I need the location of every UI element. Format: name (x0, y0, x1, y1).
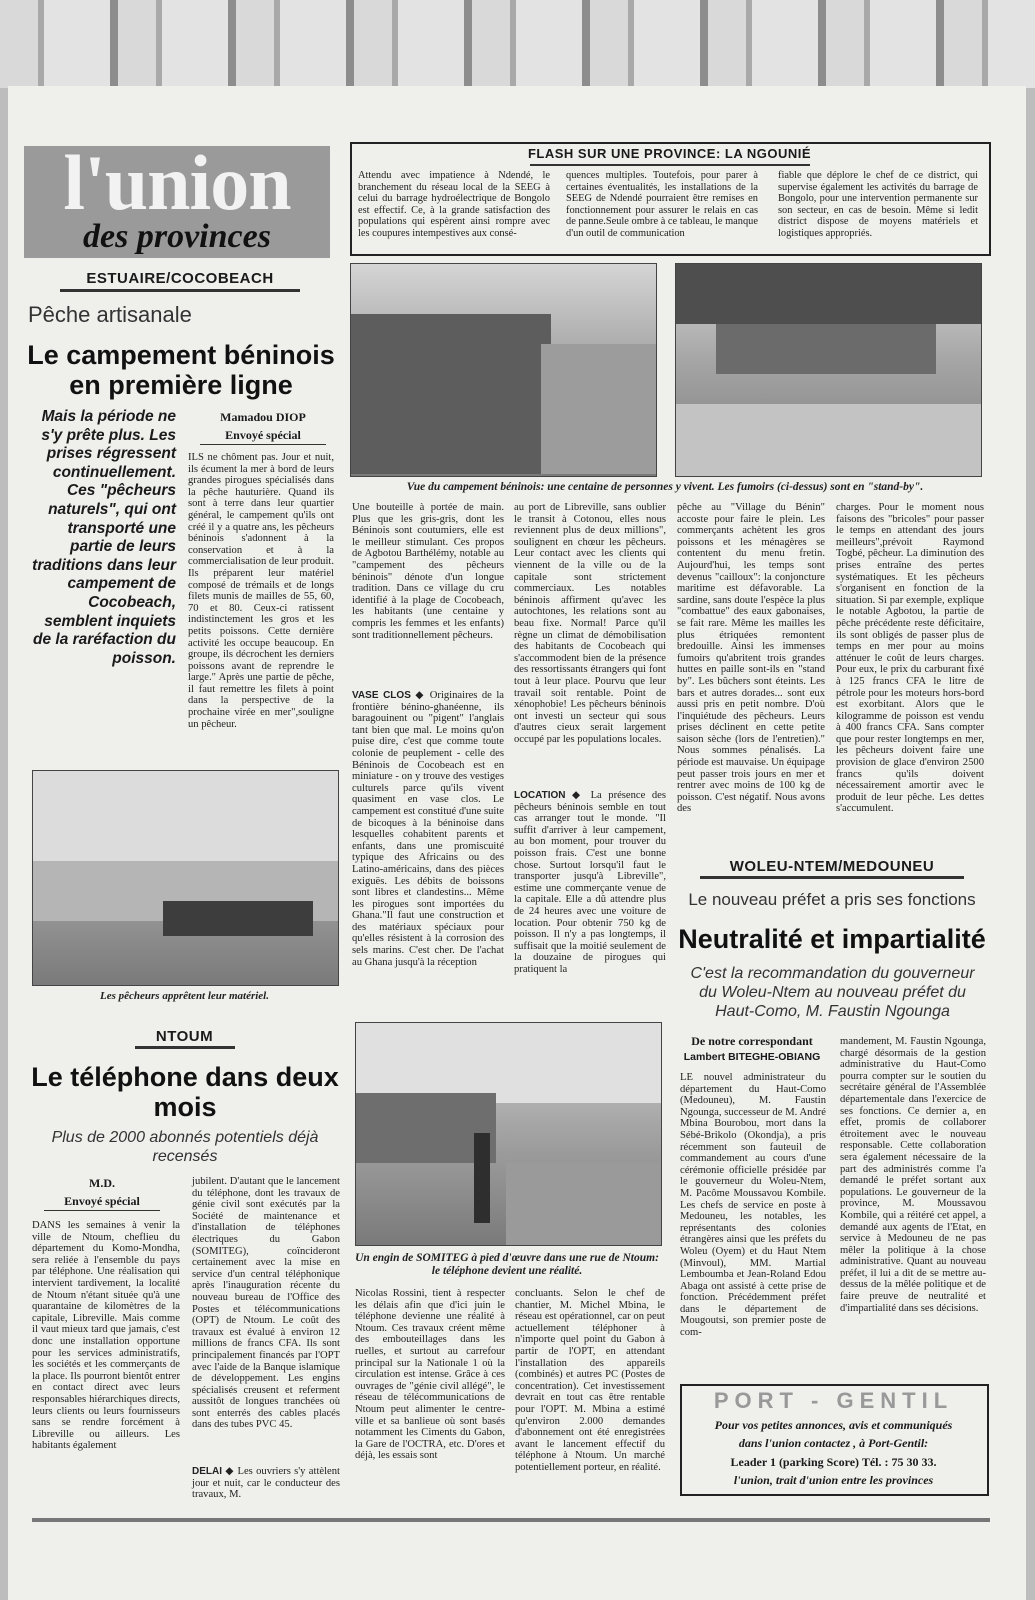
estuaire-col-5: charges. Pour le moment nous faisons des "bricoles" pour passer le temps en attendant des jours meilleurs",prévoit Raymond Togbé, pêcheur. La diminution des prises entraîne des pertes systématiques. Et les pêcheurs s'organisent en fonction de la situation. Si par exemple, explique le notable Agbotou, la partie de pêche précédente reste déficitaire, ils sont obligés de passer plus de temps en mer pour au moins atténuer le coût de leurs charges. Pour eux, le prix du carburant fixé à 125 francs CFA le litre de pétrole pour les moteurs hors-bord est exorbitant. Alors que le kilogramme de poisson est vendu à 400 francs CFA. Sans compter que pour rester longtemps en mer, les pêcheurs doivent faire une provision de glace d'environ 2500 francs qu'ils doivent nécessairement amortir avec le produit de leur pêche. Les dettes s'accumulent. (836, 502, 984, 815)
ad-line-4: l'union, trait d'union entre les provinces (733, 1473, 934, 1487)
estuaire-rule (60, 289, 300, 292)
estuaire-byline-rule (200, 444, 326, 445)
ntoum-headline: Le téléphone dans deux mois (31, 1062, 339, 1122)
ntoum-standfirst: Plus de 2000 abonnés potentiels déjà recensés (51, 1129, 319, 1165)
flash-col-3: fiable que déplore le chef de ce district, qui supervise également les activités du barrage de Bongolo, pour une intervention permanente sur son secteur, en cas de besoin. Même si ledit district dispose de moyens matériels et logistiques appropriés. (778, 170, 978, 239)
woleu-col-1: LE nouvel administrateur du département du Haut-Como (Medouneu), M. Faustin Ngounga, successeur de M. André Mbina Bourobou, mort dans la Sébé-Brikolo (Okondja), a pris récemment son fauteuil de commandement au cours d'une cérémonie officielle présidée par le gouverneur du Woleu-Ntem, M. Pacôme Moussavou Kombile. Les chefs de service en poste à Medouneu, les notables, les représentants des colonies étrangères ainsi que les préfets du Woleu (Oyem) et du Haut Ntem (Minvoul), MM. Martial Lemboumba et Jean-Roland Edou Abaga ont assisté à cette prise de fonction. Précédemment préfet dans le département de Mougoutsi, son premier poste de com- (680, 1072, 826, 1339)
ad-line-1: Pour vos petites annonces, avis et communiqués (714, 1418, 953, 1432)
woleu-section-heading: WOLEU-NTEM/MEDOUNEU (729, 858, 935, 875)
estuaire-col-2a: Une bouteille à portée de main. Plus que les gris-gris, dont les Béninois sont coutumiers, elle est le meilleur stimulant. Ces propos de Agbotou Barthélémy, notable au "campement des pêcheurs béninois" dénote d'un longue tradition. Dans ce village du cru identifié à la plage de Cocobeach, les habitants (une centaine y compris les femmes et les enfants) sont traditionnellement pêcheurs. (352, 502, 504, 641)
woleu-col-2: mandement, M. Faustin Ngounga, chargé désormais de la gestion administrative du Haut-Como pourra compter sur le soutien du secrétaire général de l'Assemblée départementale dans l'exercice de ses fonctions. Ce dernier a, en effet, promis de collaborer étroitement avec le nouveau responsable. Cette collaboration sera également nécessaire de la part des administrés comme l'a demandé le préfet sortant aux populations. Le gouverneur de la province, M. Moussavou Kombile, qui a réitéré cet appel, a demandé aux agents de l'Etat, en service à Medouneu de ne pas mêler la politique à la chose administrative. Quant au nouveau préfet, il lui a dit de se mettre au-dessus de la mêlée politique et de faire preuve de neutralité et d'impartialité dans ses décisions. (840, 1036, 986, 1314)
woleu-kicker: Le nouveau préfet a pris ses fonctions (688, 890, 976, 909)
estuaire-col-3b-text: La présence des pêcheurs béninois semble en tout cas arranger tout le monde. "Il suffit d'arriver à leur campement, au bon moment, pour trouver du poisson frais. C'est une bonne chose. Surtout lorsqu'il faut le transporter jusqu'à Libreville", estime une commerçante venue de la capitale. Elle a dû attendre plus de 24 heures avec une voiture de location. Pour obtenir 750 kg de poisson. Il n'y a pas longtemps, il suffisait que la moitié seulement de la douzaine de pirogues qui pratiquent la (514, 790, 666, 975)
ntoum-section-heading: NTOUM (155, 1028, 214, 1045)
scan-background-top (0, 0, 1035, 88)
vase-clos-runin: VASE CLOS (352, 690, 411, 701)
woleu-rule (700, 876, 964, 879)
flash-col-1: Attendu avec impatience à Ndendé, le branchement du réseau local de la SEEG à celui du barrage hydroélectrique de Bongolo est effectif. Ce, à la grande satisfaction des populations qui espèrent ainsi rompre avec les coupures intempestives aux consé- (358, 170, 550, 239)
ntoum-col-2b: DELAI ◆ Les ouvriers s'y attèlent jour et nuit, car le conducteur des travaux, M. (192, 1466, 340, 1501)
campement-photo (350, 263, 657, 477)
ad-line-2: dans l'union contactez , à Port-Gentil: (738, 1436, 929, 1450)
estuaire-section-heading: ESTUAIRE/COCOBEACH (86, 270, 274, 287)
estuaire-col-1: ILS ne chôment pas. Jour et nuit, ils écument la mer à bord de leurs grandes pirogues spécialisés dans la pêche hauturière. Quand ils sont à terre dans leur quartier général, le campement qu'ils ont créé il y a quatre ans, les pêcheurs béninois s'adonnent à la conservation et à la commercialisation de leur produit. Ils préparent leur matériel composé de trémails et de longs filets munis de mailles de 55, 60, 70 et 80. Ceux-ci ratissent indistinctement les gros et les petits poissons. Cette dernière activité les occupe beaucoup. En groupe, ils décrochent les derniers poissons avant de reprendre le large." Après une partie de pêche, il faut remettre les filets à point dans la perspective de la prochaine virée en mer",souligne un pêcheur. (188, 452, 334, 730)
pecheurs-photo (32, 770, 339, 986)
flash-col-2: quences multiples. Toutefois, pour parer à certaines éventualités, les installations de la SEEG de Ndendé pourraient être remises en fonctionnement pour assurer le relais en cas de panne.Seule ombre à ce tableau, le manque d'un outil de communication (566, 170, 758, 239)
ad-title: PORT - GENTIL (713, 1388, 954, 1413)
flash-rule (530, 164, 810, 166)
campement-caption: Vue du campement béninois: une centaine de personnes y vivent. Les fumoirs (ci-dessus) sont en "stand-by". (406, 481, 924, 493)
woleu-standfirst: C'est la recommandation du gouverneur du Woleu-Ntem au nouveau préfet du Haut-Como, M. Faustin Ngounga (690, 965, 975, 1020)
fumoirs-photo (675, 263, 982, 477)
estuaire-author-role: Envoyé spécial (225, 428, 301, 442)
woleu-author-name: Lambert BITEGHE-OBIANG (683, 1051, 821, 1063)
ntoum-col-3: Nicolas Rossini, tient à respecter les délais afin que d'ici juin le téléphone devienne une réalité à Ntoum. Ces travaux créent même des embouteillages dans les ruelles, et surtout au carrefour principal sur la Nationale 1 où la circulation est intense. Grâce à ces ouvrages de "génie civil allégé", le réseau de télécommunications de Ntoum peut alimenter le centre-ville et sa banlieue où sont basés notamment les Ciments du Gabon, la Gare de l'OCTRA, etc. D'ores et déjà, les essais sont (355, 1288, 505, 1462)
estuaire-col-3a: au port de Libreville, sans oublier le transit à Cotonou, elles nous reviennent plus de deux millions", soulignent en chœur les pêcheurs. Leur contact avec les clients qui viennent de la ville ou de la capitale sont strictement commerciaux. Les notables béninois affirment qu'avec les autochtones, les relations sont au beau fixe. Normal! Parce qu'il règne un climat de démobilisation des habitants de Cocobeach qui s'accommodent bien de la présence des ressortissants étrangers qui font tout à leur place. Pourvu que leur travail soit rentable. Point de xénophobie! Les pêcheurs béninois ont investi un secteur qui sous d'autres cieux serait largement occupé par les populations locales. (514, 502, 666, 745)
estuaire-col-2b-text: Originaires de la frontière bénino-ghanéenne, ils baragouinent ou "pigent" l'anglais tant bien que mal. Le moins qu'on puise dire, c'est que comme toute colonie de peuplement - celle des Béninois de Cocobeach est en miniature - on y trouve des vestiges culturels parce qu'ils vivent quasiment en vase clos. Le campement est constitué d'une suite de bicoques à la béninoise dans lesquelles cohabitent parents et enfants, dans une promiscuité typique des Africains ou des Latino-américains, dans des pièces exiguës. Les débits de boissons sont libres et clandestins... Même les pirogues sont importées du Ghana."Il faut une construction et des matériaux spéciaux pour qu'elles résistent à la corrosion des sels marins. C'est cher. De l'achat au Ghana jusqu'à la réception (352, 690, 504, 968)
ntoum-col-2a: jubilent. D'autant que le lancement du téléphone, dont les travaux de génie civil sont exécutés par la Société de maintenance et d'installation de téléphones électriques du Gabon (SOMITEG), coïncideront certainement avec la mise en service d'un central téléphonique après l'inauguration récente du nouveau bureau de l'Office des Postes et télécommunications (OPT) de Ntoum. Le coût des travaux est évalué à environ 12 millions de francs CFA. Ils sont principalement financés par l'OPT avec l'aide de la Banque islamique de développement. Les engins spécialisés creusent et referment aussitôt de longues tranchées où sont enterrés des cables placés dans des tubes PVC 45. (192, 1176, 340, 1431)
estuaire-col-4: pêche au "Village du Bénin" accoste pour faire le plein. Les commerçants achètent les gros poissons et les ménagères se contentent du menu fretin. Aujourd'hui, les temps sont devenus "cailloux": la conjoncture maritime est défavorable. La sardine, sans doute l'espèce la plus "combattue" des eaux gabonaises, se fait rare. Même les mailles les plus étriquées remontent bredouille. Ainsi les immenses fumoirs qu'abritent trois grandes huttes en paille sont-ils en "stand by". Les bûchers sont éteints. Les bars et autres dorades... sont eux aussi pris en petit nombre. D'où l'inquiétude des pêcheurs. Leurs prises déclinent en cette petite saison sèche (lors de l'entretien)." Nous sommes pénalisés. La période est mauvaise. Un équipage peut passer trois jours en mer et rentrer avec moins de 100 kg de poisson. C'est négatif. Nous avons des (677, 502, 825, 815)
page-bottom-rule (32, 1518, 990, 1522)
delai-runin: DELAI (192, 1466, 222, 1477)
ntoum-byline-rule (44, 1210, 160, 1211)
somiteg-photo (355, 1022, 662, 1246)
flash-heading: FLASH SUR UNE PROVINCE: LA NGOUNIÉ (527, 146, 812, 161)
masthead-subtitle: des provinces (83, 218, 271, 255)
ntoum-rule (135, 1046, 235, 1049)
somiteg-caption: Un engin de SOMITEG à pied d'œuvre dans une rue de Ntoum: le téléphone devient une réalité. (355, 1252, 659, 1277)
estuaire-author: Mamadou DIOP (220, 410, 306, 424)
ad-line-3: Leader 1 (parking Score) Tél. : 75 30 33. (730, 1455, 937, 1469)
woleu-headline: Neutralité et impartialité (678, 924, 986, 954)
ntoum-col-1: DANS les semaines à venir la ville de Ntoum, cheflieu du département du Komo-Mondha, sera reliée à l'ensemble du pays par téléphone. Une réalisation qui intervient tardivement, la localité de Ntoum n'étant située qu'à une quarantaine de kilomètres de la capitale, Libreville. Mais comme il vaut mieux tard que jamais, c'est donc une installation opportune pour les services administratifs, les sociétés et les commerçants de la place. Ils pourront bientôt entrer en contact direct avec leurs responsables hiérarchiques directs, leurs clients ou leurs fournisseurs sans se rendre forcément à Libreville ou ailleurs. Les habitants également (32, 1220, 180, 1452)
pecheurs-caption: Les pêcheurs apprêtent leur matériel. (100, 990, 269, 1002)
ntoum-author-role: Envoyé spécial (64, 1194, 140, 1208)
estuaire-col-2b: VASE CLOS ◆ Originaires de la frontière bénino-ghanéenne, ils baragouinent ou "pigent" l'anglais tant bien que mal. Le moins qu'on puise dire, c'est que comme toute colonie de peuplement - celle des Béninois de Cocobeach est en miniature - on y trouve des vestiges culturels parce qu'ils vivent quasiment en vase clos. Le campement est constitué d'une suite de bicoques à la béninoise dans lesquelles cohabitent parents et enfants, dans une promiscuité typique des Africains ou des Latino-américains, dans des pièces exiguës. Les débits de boissons sont libres et clandestins... Même les pirogues sont importées du Ghana."Il faut une construction et des matériaux spéciaux pour qu'elles résistent à la corrosion des sels marins. C'est cher. De l'achat au Ghana jusqu'à la réception (352, 690, 504, 968)
estuaire-col-3b: LOCATION ◆ La présence des pêcheurs béninois semble en tout cas arranger tout le monde. "Il suffit d'arriver à leur campement, au bon moment, pour trouver du poisson frais. C'est une bonne chose. Surtout lorsqu'il faut le transporter jusqu'à Libreville", estime une commerçante venue de la capitale. Elle a dû attendre plus de 24 heures avec une voiture de location. Pour obtenir 750 kg de poisson. Il n'y a pas longtemps, il suffisait que la moitié seulement de la douzaine de pirogues qui pratiquent la (514, 790, 666, 975)
ntoum-col-2b-text: Les ouvriers s'y attèlent jour et nuit, car le conducteur des travaux, M. (192, 1466, 340, 1501)
masthead-title: l'union (63, 139, 291, 226)
estuaire-standfirst: Mais la période ne s'y prête plus. Les prises régressent continuellement. Ces "pêcheurs naturels", qui ont transporté une partie de leurs traditions dans leur campement de Cocobeach, semblent inquiets de la raréfaction du poisson. (32, 408, 176, 667)
ntoum-col-4: concluants. Selon le chef de chantier, M. Michel Mbina, le réseau est opérationnel, car on peut actuellement téléphoner à n'importe quel point du Gabon à partir de l'OPT, en attendant l'installation des appareils (combinés) et autres PC (Postes de concentration). Cet investissement devrait en tout cas être rentable pour l'OPT. M. Mbina a estimé qu'environ 2.000 demandes d'abonnement ont été enregistrées avant le lancement effectif du téléphone à Ntoum. Un marché potentiellement porteur, en réalité. (515, 1288, 665, 1473)
estuaire-kicker: Pêche artisanale (28, 302, 192, 327)
ntoum-author: M.D. (89, 1176, 115, 1190)
estuaire-headline: Le campement béninois en première ligne (27, 340, 335, 400)
woleu-author: De notre correspondant (691, 1034, 813, 1048)
masthead (24, 139, 330, 258)
location-runin: LOCATION (514, 790, 566, 801)
